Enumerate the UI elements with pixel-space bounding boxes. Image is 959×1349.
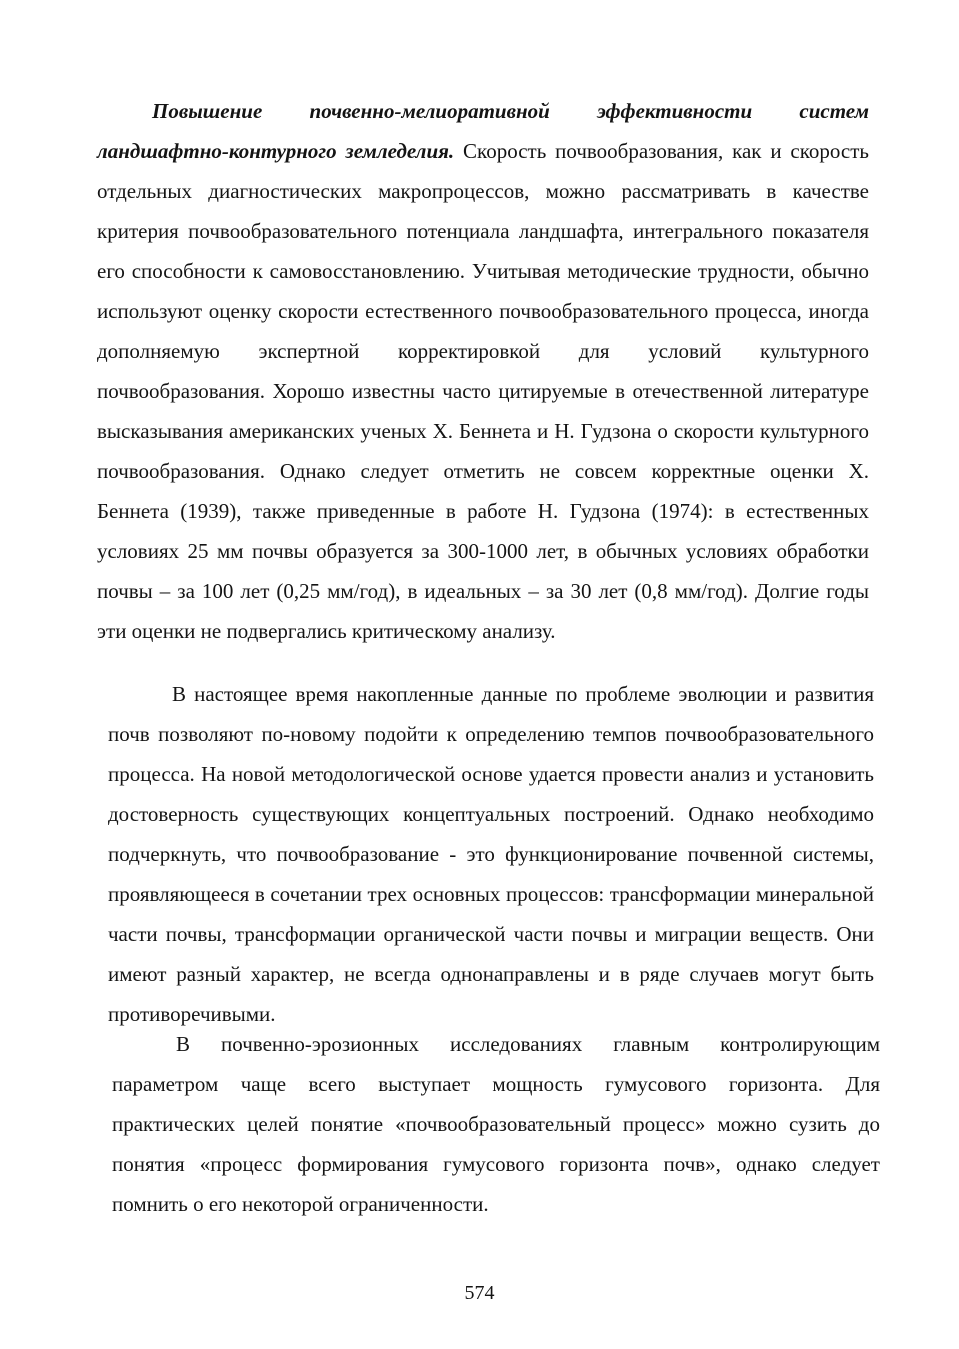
page-number: 574 — [464, 1282, 495, 1304]
paragraph-1-text: Скорость почвообразования, как и скорость отдельных диагностических макропроцессов, можно рассматривать в качестве критерия почвообразовательного потенциала ландшафта, интегрального показателя его способности к самовосстановлению. Учитывая методические трудности, обычно используют оценку скорости естественного почвообразовательного процесса, иногда дополняемую экспертной корректировкой для условий культурного почвообразования. Хорошо известны часто цитируемые в отечественной литературе высказывания американских ученых Х. Беннета и Н. Гудзона о скорости культурного почвообразования. Однако следует отметить не совсем корректные оценки Х. Беннета (1939), также приведенные в работе Н. Гудзона (1974): в естественных условиях 25 мм почвы образуется за 300-1000 лет, в обычных условиях обработки почвы – за 100 лет (0,25 мм/год), в идеальных – за 30 лет (0,8 мм/год). Долгие годы эти оценки не подвергались критическому анализу. — [97, 139, 869, 643]
paragraph-3: В почвенно-эрозионных исследованиях главным контролирующим параметром чаще всего выступает мощность гумусового горизонта. Для практических целей понятие «почвообразовательный процесс» можно сузить до понятия «процесс формирования гумусового горизонта почв», однако следует помнить о его некоторой ограниченности. — [112, 1032, 880, 1216]
paragraph-2: В настоящее время накопленные данные по проблеме эволюции и развития почв позволяют по-новому подойти к определению темпов почвообразовательного процесса. На новой методологической основе удается провести анализ и установить достоверность существующих концептуальных построений. Однако необходимо подчеркнуть, что почвообразование - это функционирование почвенной системы, проявляющееся в сочетании трех основных процессов: трансформации минеральной части почвы, трансформации органической части почвы и миграции веществ. Они имеют разный характер, не всегда однонаправлены и в ряде случаев могут быть противоречивыми. — [108, 682, 874, 1026]
paragraph-1 — [97, 91, 869, 651]
section-heading: Повышение почвенно-мелиоративной эффективности систем ландшафтно-контурного земледелия. — [97, 99, 869, 163]
